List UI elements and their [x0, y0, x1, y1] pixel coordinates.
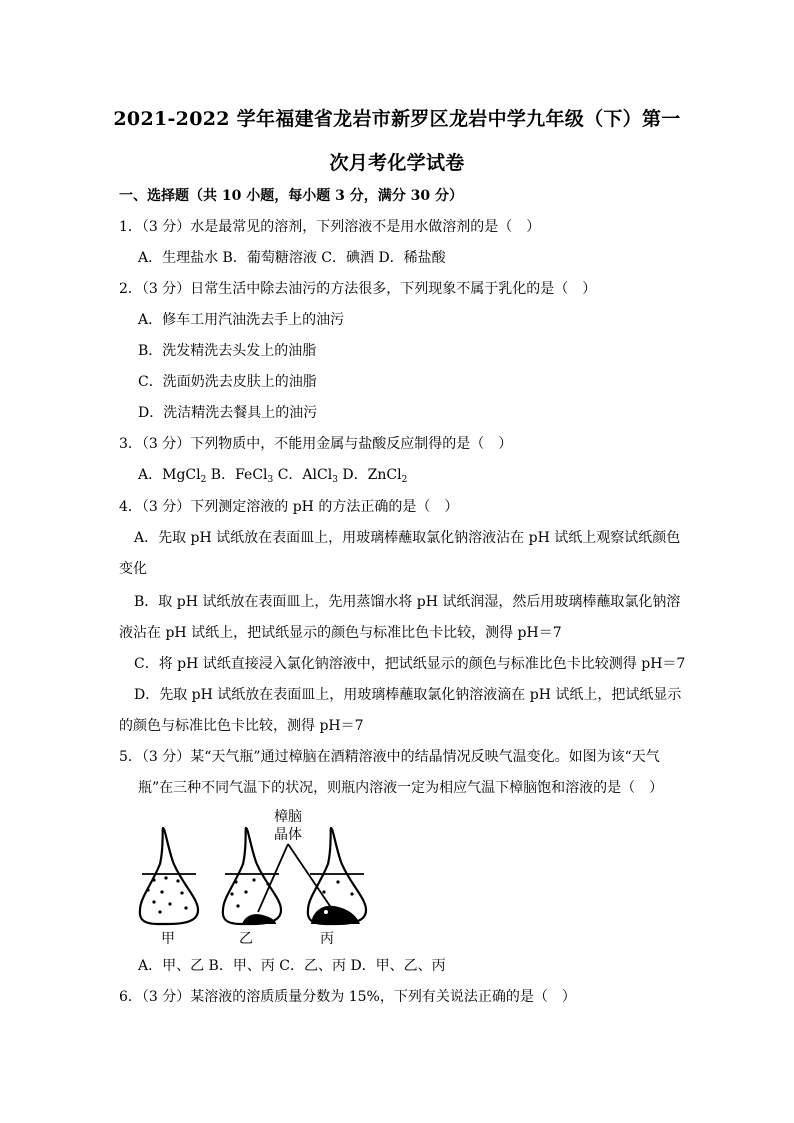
q3-sub-c: 3 — [332, 475, 338, 485]
question-4-option-a-line2: 变化 — [119, 561, 147, 577]
q3-option-a: A．MgCl — [138, 467, 201, 483]
question-2-stem: 2．（3 分）日常生活中除去油污的方法很多，下列现象不属于乳化的是（ ） — [119, 281, 597, 297]
question-3-stem: 3．（3 分）下列物质中，不能用金属与盐酸反应制得的是（ ） — [119, 436, 513, 452]
exam-title-line2: 次月考化学试卷 — [329, 152, 465, 174]
question-4-option-c: C．将 pH 试纸直接浸入氯化钠溶液中，把试纸显示的颜色与标准比色卡比较测得 pH＝7 — [134, 656, 686, 672]
figure-label-yi: 乙 — [239, 931, 253, 947]
bottle-yi — [223, 828, 281, 924]
question-4-option-d-line2: 的颜色与标准比色卡比较，测得 pH＝7 — [119, 718, 364, 734]
section-heading: 一、选择题（共 10 小题，每小题 3 分，满分 30 分） — [119, 188, 463, 204]
figure-callout-line1: 樟脑 — [274, 809, 302, 825]
question-2-option-b: B．洗发精洗去头发上的油脂 — [138, 343, 317, 359]
question-4-stem: 4．（3 分）下列测定溶液的 pH 的方法正确的是（ ） — [119, 499, 459, 515]
question-6-stem: 6．（3 分）某溶液的溶质质量分数为 15%，下列有关说法正确的是（ ） — [119, 989, 576, 1005]
question-1-stem: 1．（3 分）水是最常见的溶剂，下列溶液不是用水做溶剂的是（ ） — [119, 219, 541, 235]
exam-title-line1: 2021-2022 学年福建省龙岩市新罗区龙岩中学九年级（下）第一 — [113, 108, 681, 130]
callout-line-yi — [258, 844, 288, 912]
question-5-stem-line1: 5．（3 分）某“天气瓶”通过樟脑在酒精溶液中的结晶情况反映气温变化。如图为该“天气 — [119, 749, 660, 765]
question-2-option-a: A．修车工用汽油洗去手上的油污 — [138, 312, 345, 328]
question-4-option-d-line1: D．先取 pH 试纸放在表面皿上，用玻璃棒蘸取氯化钠溶液滴在 pH 试纸上，把试纸显示 — [134, 687, 682, 703]
bottle-jia — [140, 828, 198, 924]
q3-sub-a: 2 — [200, 475, 207, 485]
question-4-option-b-line1: B．取 pH 试纸放在表面皿上，先用蒸馏水将 pH 试纸润湿，然后用玻璃棒蘸取氯化钠溶 — [134, 594, 681, 610]
q3-option-c: C．AlCl — [277, 467, 333, 483]
question-1-options: A．生理盐水 B．葡萄糖溶液 C．碘酒 D．稀盐酸 — [138, 250, 446, 266]
figure-label-bing: 丙 — [320, 931, 334, 947]
q3-sub-b: 3 — [267, 475, 274, 485]
figure-callout-line2: 晶体 — [274, 827, 302, 843]
question-2-option-c: C．洗面奶洗去皮肤上的油脂 — [138, 374, 317, 390]
bottle-bing — [308, 828, 366, 924]
question-2-option-d: D．洗洁精洗去餐具上的油污 — [138, 405, 318, 421]
question-3-options — [138, 466, 407, 484]
q3-sub-d: 2 — [401, 475, 408, 485]
callout-line-bing — [288, 844, 334, 912]
q3-option-b: B．FeCl — [210, 467, 268, 483]
question-4-option-b-line2: 液沾在 pH 试纸上，把试纸显示的颜色与标准比色卡比较，测得 pH＝7 — [119, 625, 562, 641]
q3-option-d: D．ZnCl — [342, 467, 402, 483]
question-4-option-a-line1: A．先取 pH 试纸放在表面皿上，用玻璃棒蘸取氯化钠溶液沾在 pH 试纸上观察试纸颜色 — [134, 530, 681, 546]
question-5-stem-line2: 瓶”在三种不同气温下的状况，则瓶内溶液一定为相应气温下樟脑饱和溶液的是（ ） — [138, 780, 664, 796]
question-5-options: A．甲、乙 B．甲、丙 C．乙、丙 D．甲、乙、丙 — [138, 958, 446, 974]
weather-bottle-drawing — [138, 808, 368, 948]
weather-bottle-figure — [138, 808, 368, 948]
figure-label-jia: 甲 — [161, 931, 175, 947]
